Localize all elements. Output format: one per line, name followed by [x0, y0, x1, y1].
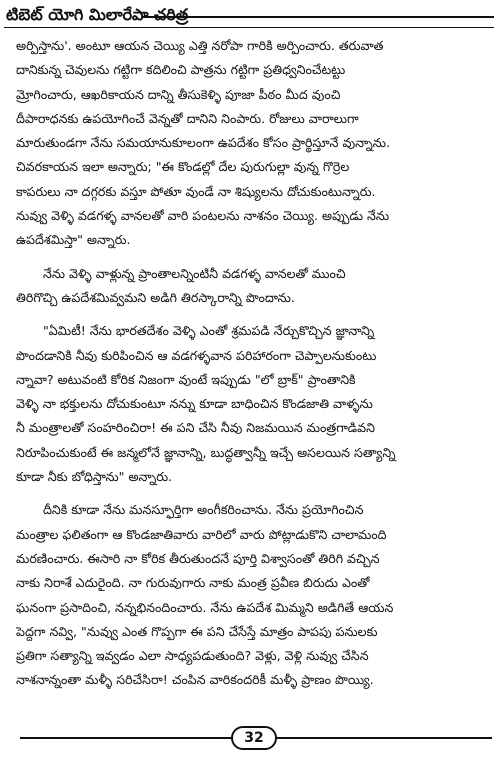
text-line: నిరూపించుకుంటే ఈ జన్మలోనే జ్ఞానాన్ని, బుద్ధత్వాన్నీ ఇచ్చే అసలయిన సత్యాన్ని: [16, 444, 396, 460]
paragraph-1: [16, 34, 494, 253]
running-header: [0, 0, 500, 32]
text-line: నాకు నిరాశే ఎదురైంది. నా గురువుగారు నాకు మంత్ర ప్రవీణ బిరుదు ఎంతో: [16, 575, 370, 591]
header-rule-thin: [4, 27, 494, 28]
text-line: ప్రతిగా సత్యాన్ని ఇవ్వడం ఎలా సాధ్యపడుతుంది? వెళ్లు, వెళ్లి నువ్వు చేసిన: [16, 648, 369, 664]
paragraph-2: [16, 262, 494, 311]
text-line: మరణించారు. ఈసారి నా కోరిక తీరుతుందనే పూర్తి విశ్వాసంతో తిరిగి వచ్చిన: [16, 550, 380, 566]
text-line: నీ మంత్రాలతో సంహరించిరా! ఈ పని చేసి నీవు నిజమయిన మంత్రగాడివని: [16, 420, 375, 436]
text-line: పెద్దగా నవ్వి, "నువ్వు ఎంత గొప్పగా ఈ పని చేసేస్తే మాత్రం పాపపు పనులకు: [16, 623, 378, 639]
page-number: 32: [231, 726, 277, 750]
text-line: కాపరులు నా దగ్గరకు వస్తూ పోతూ వుండే నా శిష్యులను దోచుకుంటున్నారు.: [16, 183, 376, 199]
text-line: పొందడానికి నీవు కురిపించిన ఆ వడగళ్ళవాన పరిహారంగా చెప్పాలనుకుంటు: [16, 347, 377, 363]
text-line: నేను వెళ్ళి వాళ్లున్న ప్రాంతాలన్నింటినీ వడగళ్ళ వానలతో ముంచి: [43, 265, 346, 281]
text-line: "ఏమిటీ! నేను భారతదేశం వెళ్ళి ఎంతో శ్రమపడి నేర్చుకొచ్చిన జ్ఞానాన్ని: [43, 323, 375, 339]
book-title: టిబెట్ యోగి మిలారేపా చరిత్ర: [6, 5, 189, 24]
text-line: దానికున్న చెవులను గట్టిగా కదిలించి పాత్రను గట్టిగా ప్రతిధ్వనించేటట్టు: [16, 62, 346, 78]
text-line: తిరిగొచ్చి ఉపదేశమివ్వమని అడిగి తిరస్కారాన్ని పొందాను.: [16, 289, 295, 305]
text-line: మంత్రాల ఫలితంగా ఆ కొండజాతివారు వారిలో వారు పోట్లాడుకొని చాలామంది: [16, 526, 387, 542]
text-line: దీనికి కూడా నేను మనస్ఫూర్తిగా అంగీకరించాను. నేను ప్రయోగించిన: [43, 502, 364, 518]
text-line: వెళ్ళి నా భక్తులను దోచుకుంటూ నన్ను కూడా బాధించిన కొండజాతి వాళ్ళను: [16, 396, 373, 412]
text-line: ఉపదేశమిస్తా" అన్నారు.: [16, 232, 131, 248]
text-line: నాశనాన్నంతా మళ్ళీ సరిచేసిరా! చంపిన వారికందరికీ మళ్ళీ ప్రాణం పొయ్యి.: [16, 672, 374, 688]
text-line: దీపారాధనకు ఉపయోగించే వెన్నతో దానిని నింపారు. రోజులు వారాలుగా: [16, 110, 359, 126]
text-line: చివరకాయన ఇలా అన్నారు; "ఈ కొండల్లో దేల పురుగుల్లా వున్న గొర్రెల: [16, 159, 350, 175]
text-line: న్నావా? అటువంటి కోరిక నిజంగా వుంటే ఇప్పుడు "లో బ్రాక్" ప్రాంతానికి: [16, 371, 356, 387]
page-body: [16, 34, 494, 693]
paragraph-3: [16, 319, 494, 489]
text-line: అర్పిస్తాను'. అంటూ ఆయన చెయ్యి ఎత్తి నరోపా గారికి అర్పించారు. తరువాత: [16, 38, 384, 53]
text-line: కూడా నీకు బోధిస్తాను" అన్నారు.: [16, 469, 173, 485]
paragraph-4: [16, 498, 494, 692]
text-line: నువ్వు వెళ్ళి వడగళ్ళ వానలతో వారి పంటలను నాశనం చెయ్యి. అప్పుడు నేను: [16, 208, 390, 224]
text-line: ఘనంగా ప్రసాదించి, నన్నభినందించారు. నేను ఉపదేశ మిమ్మని అడిగితే ఆయన: [16, 599, 394, 615]
text-line: మ్రోగించారు, ఆఖరికాయన దాన్ని తీసుకెళ్ళి పూజా పీఠం మీద వుంచి: [16, 86, 341, 102]
text-line: మారుతుండగా నేను సమయానుకూలంగా ఉపదేశం కోసం ప్రార్థిస్తూనే వున్నాను.: [16, 135, 390, 151]
header-rule-thick: [142, 16, 494, 18]
